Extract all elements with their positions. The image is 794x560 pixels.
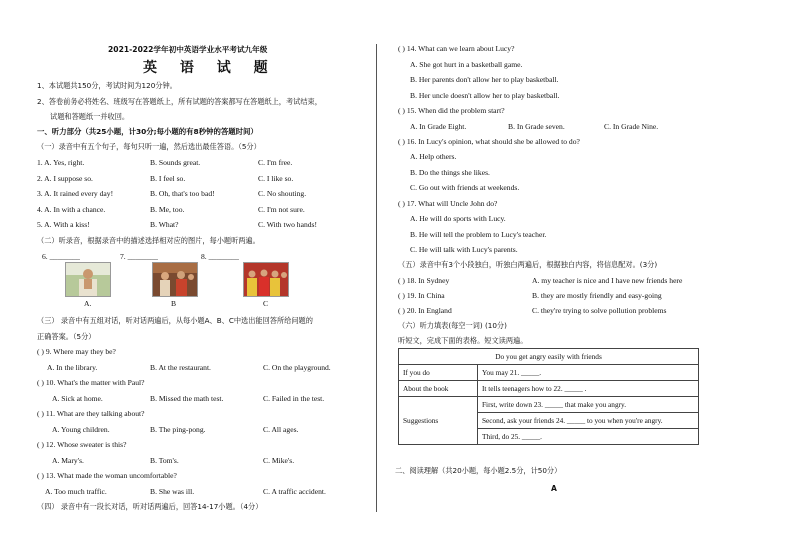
blank-6: 6. ________ — [42, 252, 80, 261]
q9-a: A. In the library. — [47, 363, 98, 372]
q20: ( ) 20. In England — [398, 306, 452, 315]
q4-c: C. I'm not sure. — [258, 205, 305, 214]
q14-a: A. She got hurt in a basketball game. — [410, 60, 523, 69]
q5-b: B. What? — [150, 220, 179, 229]
q9-b: B. At the restaurant. — [150, 363, 211, 372]
q3-a: 3. A. It rained every day! — [37, 189, 114, 198]
q12-b: B. Tom's. — [150, 456, 179, 465]
q10-c: C. Failed in the test. — [263, 394, 325, 403]
part1-heading: 一、听力部分（共25小题，计30分;每小题的有8秒钟的答题时间） — [37, 127, 258, 136]
q4-a: 4. A. In with a chance. — [37, 205, 106, 214]
q12: ( ) 12. Whose sweater is this? — [37, 440, 127, 449]
table-cell: Second, ask your friends 24. _____ to you when you're angry. — [478, 413, 699, 429]
q4-b: B. Me, too. — [150, 205, 185, 214]
table-cell: It tells teenagers how to 22. _____ . — [478, 381, 699, 397]
q16-c: C. Go out with friends at weekends. — [410, 183, 520, 192]
q2-b: B. I feel so. — [150, 174, 186, 183]
q12-a: A. Mary's. — [52, 456, 84, 465]
s6-intro: 听短文，完成下面的表格。短文读两遍。 — [398, 336, 528, 345]
photo-label-c: C — [263, 299, 269, 308]
q9: ( ) 9. Where may they be? — [37, 347, 116, 356]
q17-c: C. He will talk with Lucy's parents. — [410, 245, 518, 254]
s5-heading: （五）录音中有3个小段独白，听独白两遍后，根据独白内容，将信息配对。(3分) — [398, 260, 658, 269]
q1-a: 1. A. Yes, right. — [37, 158, 85, 167]
q17: ( ) 17. What will Uncle John do? — [398, 199, 498, 208]
table-row-label: About the book — [399, 381, 478, 397]
q19-match: B. they are mostly friendly and easy-going — [532, 291, 662, 300]
column-divider — [376, 44, 377, 512]
q11-b: B. The ping-pong. — [150, 425, 206, 434]
q2-a: 2. A. I suppose so. — [37, 174, 93, 183]
q13-c: C. A traffic accident. — [263, 487, 326, 496]
blank-8: 8. ________ — [201, 252, 239, 261]
q18: ( ) 18. In Sydney — [398, 276, 450, 285]
q10: ( ) 10. What's the matter with Paul? — [37, 378, 145, 387]
q13-b: B. She was ill. — [150, 487, 195, 496]
exam-header: 2021-2022学年初中英语学业水平考试九年级 — [108, 45, 268, 54]
q16: ( ) 16. In Lucy's opinion, what should she be allowed to do? — [398, 137, 580, 146]
q2-c: C. I like so. — [258, 174, 294, 183]
q15-a: A. In Grade Eight. — [410, 122, 467, 131]
q16-b: B. Do the things she likes. — [410, 168, 490, 177]
note-1: 1、本试题共150分，考试时间为120分钟。 — [37, 81, 177, 90]
q5-c: C. With two hands! — [258, 220, 318, 229]
q13-a: A. Too much traffic. — [45, 487, 107, 496]
photo-label-a: A. — [84, 299, 92, 308]
q15: ( ) 15. When did the problem start? — [398, 106, 505, 115]
q11-a: A. Young children. — [52, 425, 110, 434]
q14-c: B. Her uncle doesn't allow her to play basketball. — [410, 91, 560, 100]
s3-heading-2: 正确答案。（5分） — [37, 332, 96, 341]
table-cell: Third, do 25. _____. — [478, 429, 699, 445]
q11: ( ) 11. What are they talking about? — [37, 409, 145, 418]
q17-b: B. He will tell the problem to Lucy's teacher. — [410, 230, 547, 239]
q3-b: B. Oh, that's too bad! — [150, 189, 215, 198]
q1-b: B. Sounds great. — [150, 158, 201, 167]
q19: ( ) 19. In China — [398, 291, 445, 300]
q12-c: C. Mike's. — [263, 456, 295, 465]
photo-a — [65, 262, 111, 297]
q5-a: 5. A. With a kiss! — [37, 220, 90, 229]
q3-c: C. No shouting. — [258, 189, 307, 198]
table-title: Do you get angry easily with friends — [399, 349, 699, 365]
q16-a: A. Help others. — [410, 152, 457, 161]
part2-subheading: A — [551, 484, 557, 493]
note-3: 试题和答题纸一并收回。 — [50, 112, 130, 121]
q18-match: A. my teacher is nice and I have new friends here — [532, 276, 683, 285]
s6-heading: （六）听力填表(每空一词) (10分) — [398, 321, 507, 330]
photo-label-b: B — [171, 299, 177, 308]
q20-match: C. they're trying to solve pollution problems — [532, 306, 667, 315]
listening-table — [398, 348, 699, 445]
s4-heading: （四） 录音中有一段长对话，听对话两遍后，回答14-17小题。（4分） — [37, 502, 263, 511]
s1-heading: （一）录音中有五个句子，每句只听一遍，然后选出最佳答语。（5分） — [37, 142, 261, 151]
q13: ( ) 13. What made the woman uncomfortable? — [37, 471, 177, 480]
table-cell: First, write down 23. _____ that make you angry. — [478, 397, 699, 413]
q10-b: B. Missed the math test. — [150, 394, 224, 403]
blank-7: 7. ________ — [120, 252, 158, 261]
table-row-label: Suggestions — [399, 397, 478, 445]
photo-b — [152, 262, 198, 297]
part2-heading: 二、阅读理解（共20小题，每小题2.5分，计50分） — [395, 466, 562, 475]
q14: ( ) 14. What can we learn about Lucy? — [398, 44, 515, 53]
s3-heading-1: （三） 录音中有五组对话，听对话两遍后，从每小题A、B、C中选出能回答所给问题的 — [37, 316, 313, 325]
table-row-label: If you do — [399, 365, 478, 381]
q10-a: A. Sick at home. — [52, 394, 103, 403]
exam-title: 英 语 试 题 — [143, 60, 277, 76]
q1-c: C. I'm free. — [258, 158, 293, 167]
q9-c: C. On the playground. — [263, 363, 331, 372]
q17-a: A. He will do sports with Lucy. — [410, 214, 506, 223]
q15-b: B. In Grade seven. — [508, 122, 565, 131]
note-2: 2、答卷前务必将姓名、班级写在答题纸上，所有试题的答案都写在答题纸上，考试结束， — [37, 97, 322, 106]
q15-c: C. In Grade Nine. — [604, 122, 659, 131]
photo-c — [243, 262, 289, 297]
q11-c: C. All ages. — [263, 425, 299, 434]
table-cell: You may 21. _____. — [478, 365, 699, 381]
s2-heading: （二）听录音，根据录音中的描述选择相对应的图片，每小题听两遍。 — [37, 236, 260, 245]
q14-b: B. Her parents don't allow her to play basketball. — [410, 75, 559, 84]
